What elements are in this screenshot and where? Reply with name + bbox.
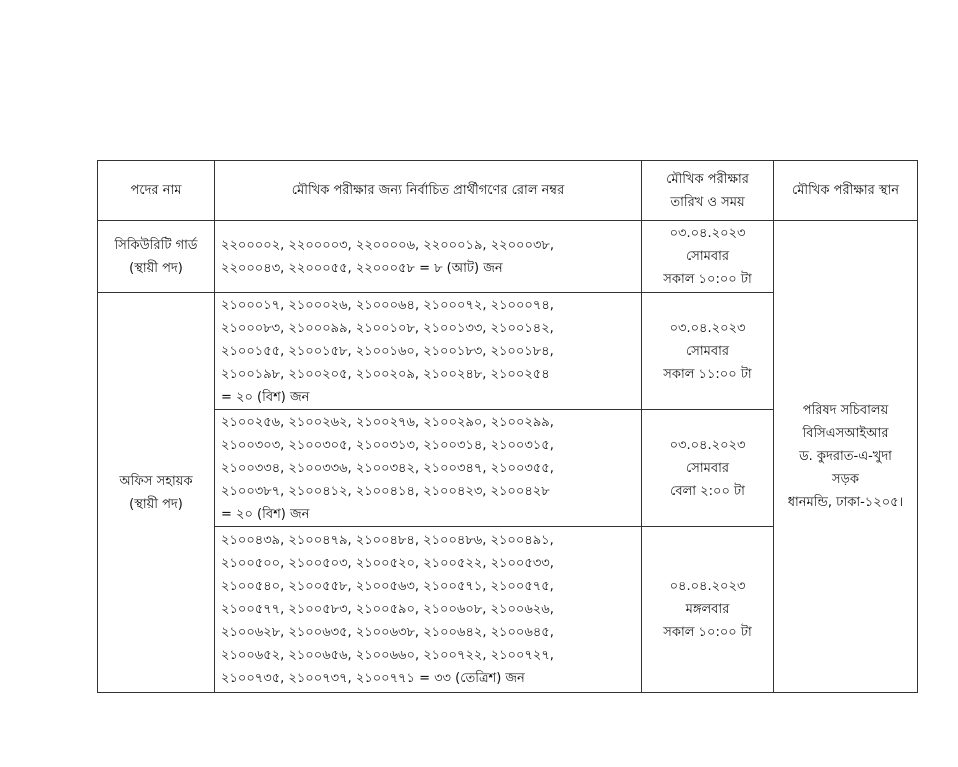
- post-name: অফিস সহায়ক: [119, 473, 193, 489]
- rolls-cell: [215, 221, 642, 293]
- header-datetime: [642, 161, 774, 221]
- roll-line: ২২০০০৪৩, ২২০০০৫৫, ২২০০০৫৮ = ৮ (আট) জন: [221, 260, 503, 276]
- roll-total: = ২০ (বিশ) জন: [221, 506, 310, 522]
- post-type: (স্থায়ী পদ): [129, 260, 183, 276]
- date: ০৪.০৪.২০২৩: [669, 579, 746, 594]
- roll-line: ২১০০৪৩৯, ২১০০৪৭৯, ২১০০৪৮৪, ২১০০৪৮৬, ২১০০৪৯১,: [221, 533, 554, 548]
- roll-line: ২১০০০১৭, ২১০০০২৬, ২১০০০৬৪, ২১০০০৭২, ২১০০০৭৪,: [221, 297, 554, 313]
- roll-line: ২১০০৬২৮, ২১০০৬৩৫, ২১০০৬৩৮, ২১০০৬৪২, ২১০০৬৪৫,: [221, 625, 554, 640]
- weekday: মঙ্গলবার: [685, 602, 730, 617]
- table-row: [98, 221, 918, 293]
- venue-line: ড. কুদরাত-এ-খুদা: [799, 449, 892, 464]
- date: ০৩.০৪.২০২৩: [669, 437, 746, 453]
- date: ০৩.০৪.২০২৩: [669, 226, 746, 241]
- header-post: পদের নাম: [98, 161, 215, 221]
- roll-line: ২১০০২৫৬, ২১০০২৬২, ২১০০২৭৬, ২১০০২৯০, ২১০০২৯৯,: [221, 414, 554, 430]
- roll-line: ২১০০৬৫২, ২১০০৬৫৬, ২১০০৬৬০, ২১০০৭২২, ২১০০৭২৭,: [221, 648, 554, 663]
- header-rolls: মৌখিক পরীক্ষার জন্য নির্বাচিত প্রার্থীগণের রোল নম্বর: [215, 161, 642, 221]
- roll-line: ২১০০৫৭৭, ২১০০৫৮৩, ২১০০৫৯০, ২১০০৬০৮, ২১০০৬২৬,: [221, 602, 554, 617]
- date: ০৩.০৪.২০২৩: [669, 320, 746, 336]
- datetime-cell: [642, 293, 774, 410]
- venue-line: ধানমন্ডি, ঢাকা-১২০৫।: [787, 495, 904, 510]
- roll-line: ২১০০০৮৩, ২১০০০৯৯, ২১০০১০৮, ২১০০১৩৩, ২১০০১৪২,: [221, 320, 554, 336]
- time: সকাল ১০:০০ টা: [663, 625, 752, 640]
- roll-line: ২১০০১৫৫, ২১০০১৫৮, ২১০০১৬০, ২১০০১৮৩, ২১০০১৮৪,: [221, 343, 554, 359]
- weekday: সোমবার: [685, 343, 729, 359]
- roll-total: ২১০০৭৩৫, ২১০০৭৩৭, ২১০০৭৭১ = ৩৩ (তেত্রিশ) জন: [221, 671, 525, 686]
- post-type: (স্থায়ী পদ): [129, 496, 183, 512]
- datetime-cell: [642, 410, 774, 527]
- post-cell: [98, 293, 215, 693]
- roll-line: ২১০০৫৪০, ২১০০৫৫৮, ২১০০৫৬৩, ২১০০৫৭১, ২১০০৫৭৫,: [221, 579, 554, 594]
- viva-schedule-table: [97, 160, 918, 693]
- roll-line: ২১০০১৯৮, ২১০০২০৫, ২১০০২০৯, ২১০০২৪৮, ২১০০২৫৪: [221, 366, 550, 382]
- time: সকাল ১০:০০ টা: [663, 272, 752, 287]
- post-name: সিকিউরিটি গার্ড: [114, 237, 198, 253]
- rolls-cell: [215, 410, 642, 527]
- venue-line: সড়ক: [832, 472, 859, 487]
- time: সকাল ১১:০০ টা: [663, 366, 752, 382]
- datetime-cell: [642, 221, 774, 293]
- post-cell: [98, 221, 215, 293]
- roll-total: = ২০ (বিশ) জন: [221, 389, 310, 405]
- roll-line: ২১০০৩৩৪, ২১০০৩৩৬, ২১০০৩৪২, ২১০০৩৪৭, ২১০০৩৫৫,: [221, 460, 554, 476]
- venue-line: পরিষদ সচিবালয়: [802, 403, 889, 418]
- venue-cell: [774, 221, 918, 693]
- datetime-cell: [642, 527, 774, 693]
- weekday: সোমবার: [685, 460, 729, 476]
- venue-line: বিসিএসআইআর: [802, 426, 889, 441]
- header-datetime-line: তারিখ ও সময়: [670, 194, 745, 210]
- roll-line: ২১০০৫০০, ২১০০৫০৩, ২১০০৫২০, ২১০০৫২২, ২১০০৫৩৩,: [221, 556, 554, 571]
- rolls-cell: [215, 293, 642, 410]
- table-header-row: [98, 161, 918, 221]
- header-datetime-line: মৌখিক পরীক্ষার: [666, 171, 749, 187]
- weekday: সোমবার: [685, 249, 729, 264]
- rolls-cell: [215, 527, 642, 693]
- roll-line: ২২০০০০২, ২২০০০০৩, ২২০০০০৬, ২২০০০১৯, ২২০০০৩৮,: [221, 237, 554, 253]
- time: বেলা ২:০০ টা: [670, 483, 745, 499]
- header-venue: মৌখিক পরীক্ষার স্থান: [774, 161, 918, 221]
- roll-line: ২১০০৩৮৭, ২১০০৪১২, ২১০০৪১৪, ২১০০৪২৩, ২১০০৪২৮: [221, 483, 550, 499]
- roll-line: ২১০০৩০৩, ২১০০৩০৫, ২১০০৩১৩, ২১০০৩১৪, ২১০০৩১৫,: [221, 437, 554, 453]
